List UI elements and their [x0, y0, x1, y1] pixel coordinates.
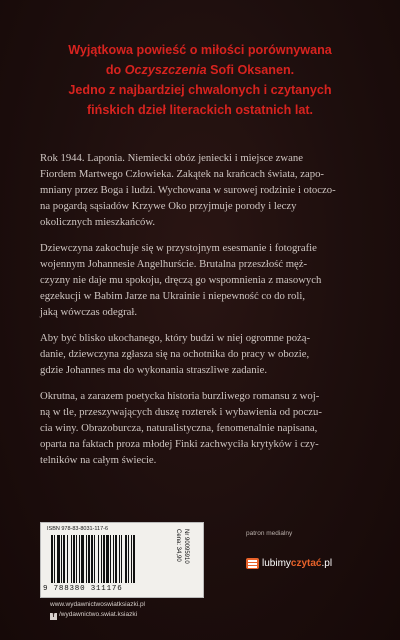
- synopsis: [40, 150, 364, 478]
- blurb: [18, 40, 382, 120]
- synopsis-line: danie, dziewczyna zgłasza się na ochotnika do pracy w obozie,: [40, 348, 310, 360]
- synopsis-line: ną w tle, przeszywających duszę rozterek i wybawienia od poczu-: [40, 406, 322, 418]
- facebook-handle: /wydawnictwo.swiat.ksiazki: [59, 611, 138, 618]
- blurb-line: Wyjątkowa powieść o miłości porównywana: [68, 43, 332, 57]
- blurb-line: Jedno z najbardziej chwalonych i czytanych: [68, 83, 332, 97]
- synopsis-line: Aby być blisko ukochanego, który budzi w niej ogromne pożą-: [40, 332, 311, 344]
- barcode-panel: [40, 522, 204, 598]
- blurb-prefix: do: [105, 63, 125, 77]
- synopsis-line: na pogardą sąsiadów Krzywe Oko przyjmuje porody i leczy: [40, 200, 297, 212]
- synopsis-line: Rok 1944. Laponia. Niemiecki obóz jeniecki i miejsce zwane: [40, 152, 303, 164]
- synopsis-paragraph: [40, 240, 364, 320]
- synopsis-paragraph: [40, 388, 364, 468]
- synopsis-line: telników na całym świecie.: [40, 454, 157, 466]
- synopsis-paragraph: [40, 150, 364, 230]
- barcode-digits: 9 788380 311176: [43, 585, 123, 593]
- synopsis-line: Okrutna, a zarazem poetycka historia burzliwego romansu z woj-: [40, 390, 320, 402]
- media-patron-label: patron medialny: [246, 530, 293, 537]
- barcode-icon: [49, 535, 161, 583]
- publisher-links: [50, 600, 145, 620]
- blurb-line: fińskich dzieł literackich ostatnich lat.: [86, 103, 314, 117]
- blurb-suffix: Sofi Oksanen.: [206, 63, 295, 77]
- synopsis-paragraph: [40, 330, 364, 378]
- synopsis-line: Fiordem Martwego Człowieka. Zakątek na krańcach świata, zapo-: [40, 168, 324, 180]
- price: Cena: 34,90: [175, 529, 181, 562]
- synopsis-line: wojennym Johannesie Angelhurście. Brutalna przeszłość męż-: [40, 258, 308, 270]
- price-info: [167, 529, 197, 589]
- blurb-line: [18, 60, 382, 80]
- logo-part: lubimy: [262, 558, 291, 569]
- book-icon: [246, 558, 259, 569]
- isbn-label: ISBN 978-83-8031-117-6: [47, 526, 109, 532]
- synopsis-line: gdzie Johannes ma do wykonania straszliwe zadanie.: [40, 364, 268, 376]
- lubimyczytac-logo: [246, 558, 332, 569]
- synopsis-line: okolicznych mieszkańców.: [40, 216, 156, 228]
- synopsis-line: czyzny nie daje mu spokoju, dręczą go wspomnienia z masowych: [40, 274, 322, 286]
- synopsis-line: Dziewczyna zakochuje się w przystojnym esesmanie i fotografie: [40, 242, 317, 254]
- synopsis-line: oparta na faktach proza młodej Finki zachwyciła krytyków i czy-: [40, 438, 319, 450]
- synopsis-line: mniany przez Boga i ludzi. Wychowana w surowej rodzinie i otoczo-: [40, 184, 336, 196]
- catalog-number: Nr 90095910: [183, 529, 189, 564]
- synopsis-line: cia winy. Obrazoburcza, naturalistyczna, fenomenalnie napisana,: [40, 422, 318, 434]
- logo-part: .pl: [321, 558, 333, 569]
- website-link[interactable]: www.wydawnictwoswiatksiazki.pl: [50, 601, 145, 608]
- facebook-link[interactable]: [50, 610, 145, 620]
- synopsis-line: jaką wówczas odegrał.: [40, 306, 138, 318]
- synopsis-line: egzekucji w Babim Jarze na Ukrainie i niepewność co do roli,: [40, 290, 306, 302]
- blurb-book-title: Oczyszczenia: [124, 63, 207, 77]
- logo-part: czytać: [290, 558, 322, 569]
- facebook-icon: f: [50, 613, 57, 620]
